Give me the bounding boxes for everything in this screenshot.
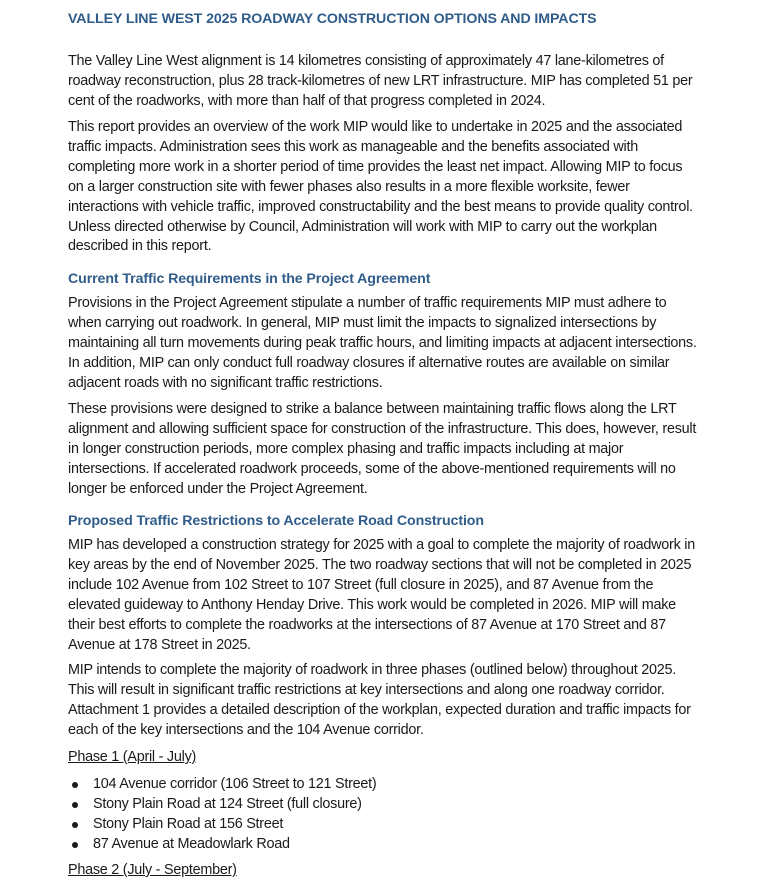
list-item [68,774,376,794]
section-1-paragraph-1: Provisions in the Project Agreement stipulate a number of traffic requirements MIP must adhere to when carrying out roadwork. In general, MIP must limit the impacts to signalized intersections by maintaining all turn movements during peak traffic hours, and limiting impacts at adjacent intersections. In addition, MIP can only conduct full roadway closures if alternative routes are available on similar adjacent roads with no significant traffic restrictions. [68,295,697,391]
intro-paragraph-1: The Valley Line West alignment is 14 kilometres consisting of approximately 47 lane-kilometres of roadway reconstruction, plus 28 track-kilometres of new LRT infrastructure. MIP has completed 51 per cent of the roadworks, with more than half of that progress completed in 2024. [68,53,693,109]
list-item [68,794,376,814]
list-item-text: Stony Plain Road at 124 Street (full closure) [93,796,362,812]
list-item [68,834,376,854]
phase-2-label: Phase 2 (July - September) [68,862,237,878]
phase-1-label: Phase 1 (April - July) [68,749,197,765]
phase-1-list [68,774,376,854]
section-1-paragraph-2: These provisions were designed to strike a balance between maintaining traffic flows along the LRT alignment and allowing sufficient space for construction of the infrastructure. This does, however, result in longer construction periods, more complex phasing and traffic impacts including at major intersections. If accelerated roadwork proceeds, some of the above-mentioned requirements will no longer be enforced under the Project Agreement. [68,401,697,497]
document-title: VALLEY LINE WEST 2025 ROADWAY CONSTRUCTION OPTIONS AND IMPACTS [68,11,597,27]
bullet-icon [72,782,78,788]
list-item-text: 104 Avenue corridor (106 Street to 121 Street) [93,776,377,792]
section-heading-current-traffic-requirements: Current Traffic Requirements in the Project Agreement [68,271,431,287]
bullet-icon [72,822,78,828]
bullet-icon [72,802,78,808]
intro-paragraph-2: This report provides an overview of the work MIP would like to undertake in 2025 and the associated traffic impacts. Administration sees this work as manageable and the benefits associated with completing more work in a shorter period of time provides the least net impact. Allowing MIP to focus on a larger construction site with fewer phases also results in a more flexible worksite, fewer interactions with vehicle traffic, improved constructability and the best means to provide quality control. Unless directed otherwise by Council, Administration will work with MIP to carry out the workplan described in this report. [68,119,693,255]
bullet-icon [72,842,78,848]
section-2-paragraph-2: MIP intends to complete the majority of roadwork in three phases (outlined below) throughout 2025. This will result in significant traffic restrictions at key intersections and along one roadway corridor. Attachment 1 provides a detailed description of the workplan, expected duration and traffic impacts for each of the key intersections and the 104 Avenue corridor. [68,662,691,738]
list-item-text: 87 Avenue at Meadowlark Road [93,836,290,852]
list-item-text: Stony Plain Road at 156 Street [93,816,284,832]
section-heading-proposed-traffic-restrictions: Proposed Traffic Restrictions to Accelerate Road Construction [68,513,484,529]
section-2-paragraph-1: MIP has developed a construction strategy for 2025 with a goal to complete the majority of roadwork in key areas by the end of November 2025. The two roadway sections that will not be completed in 2025 include 102 Avenue from 102 Street to 107 Street (full closure in 2025), and 87 Avenue from the elevated guideway to Anthony Henday Drive. This work would be completed in 2026. MIP will make their best efforts to complete the roadworks at the intersections of 87 Avenue at 170 Street and 87 Avenue at 178 Street in 2025. [68,537,695,653]
list-item [68,814,376,834]
